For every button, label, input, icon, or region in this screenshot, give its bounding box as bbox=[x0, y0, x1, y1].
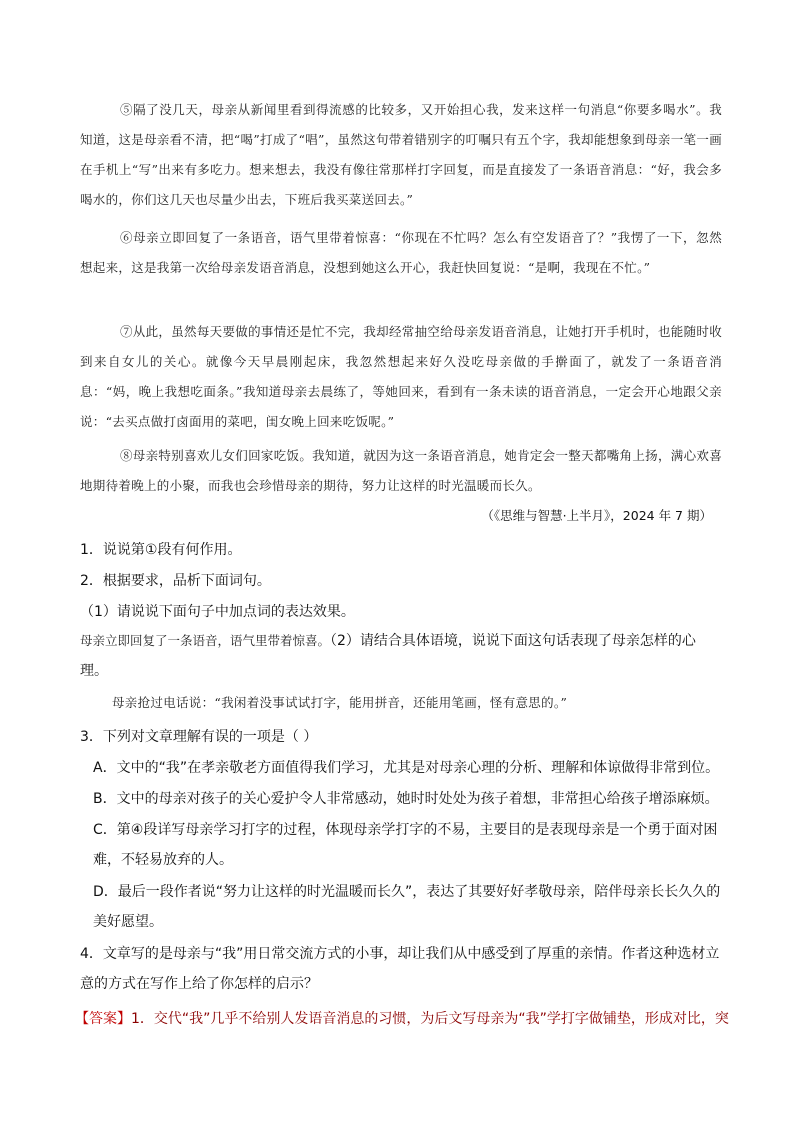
article-paragraph-7: ⑦从此，虽然每天要做的事情还是忙不完，我却经常抽空给母亲发语音消息，让她打开手机时，也能随时收到来自女儿的关心。就像今天早晨刚起床，我忽然想起来好久没吃母亲做的手擀面了，就发了一条语音消息：“妈，晚上我想吃面条。”我知道母亲去晨练了，等她回来，看到有一条未读的语音消息，一定会开心地跟父亲说：“去买点做打卤面用的菜吧，闺女晚上回来吃饭呢。” bbox=[80, 324, 722, 429]
article-source: （《思维与智慧·上半月》，2024 年 7 期） bbox=[481, 508, 712, 523]
question-3: 3．下列对文章理解有误的一项是（ ） bbox=[80, 729, 318, 745]
question-2-quote-block bbox=[80, 626, 722, 686]
question-2-1: （1）请说说下面句子中加点词的表达效果。 bbox=[80, 604, 355, 620]
answer-line bbox=[75, 1004, 735, 1034]
answer-tag: 【答案】 bbox=[75, 1011, 131, 1027]
article-paragraph-8: ⑧母亲特别喜欢儿女们回家吃饭。我知道，就因为这一条语音消息，她肯定会一整天都嘴角上扬，满心欢喜地期待着晚上的小聚，而我也会珍惜母亲的期待，努力让这样的时光温暖而长久。 bbox=[80, 448, 722, 493]
answer-text: 1．交代“我”几乎不给别人发语音消息的习惯，为后文写母亲为“我”学打字做铺垫，形成对比，突 bbox=[131, 1011, 729, 1027]
question-2-1-quote: 母亲立即回复了一条语音，语气里带着惊喜。 bbox=[80, 633, 331, 648]
question-4: 4．文章写的是母亲与“我”用日常交流方式的小事，却让我们从中感受到了厚重的亲情。作者这种选材立意的方式在写作上给了你怎样的启示？ bbox=[80, 946, 720, 992]
question-2-2: （2）请结合具体语境，说说下面这句话表现了母亲怎样的心理。 bbox=[80, 633, 696, 679]
question-3-option-c bbox=[93, 815, 723, 875]
question-2-2-quote: 母亲抢过电话说：“我闲着没事试试打字，能用拼音，还能用笔画，怪有意思的。” bbox=[112, 695, 568, 710]
article-paragraph-5: ⑤隔了没几天，母亲从新闻里看到得流感的比较多，又开始担心我，发来这样一句消息“你要多喝水”。我知道，这是母亲看不清，把“喝”打成了“唱”，虽然这句带着错别字的叮嘱只有五个字，我却能想象到母亲一笔一画在手机上“写”出来有多吃力。想来想去，我没有像往常那样打字回复，而是直接发了一条语音消息：“好，我会多喝水的，你们这几天也尽量少出去，下班后我买菜送回去。” bbox=[80, 102, 722, 207]
question-2: 2．根据要求，品析下面词句。 bbox=[80, 573, 271, 589]
question-3-option-d: D．最后一段作者说“努力让这样的时光温暖而长久”，表达了其要好好孝敬母亲，陪伴母亲长长久久的美好愿望。 bbox=[93, 884, 721, 930]
question-3-option-a: A．文中的“我”在孝亲敬老方面值得我们学习，尤其是对母亲心理的分析、理解和体谅做得非常到位。 bbox=[93, 760, 720, 776]
article-paragraph-6: ⑥母亲立即回复了一条语音，语气里带着惊喜：“你现在不忙吗？怎么有空发语音了？”我愣了一下，忽然想起来，这是我第一次给母亲发语音消息，没想到她这么开心，我赶快回复说：“是啊，我现在不忙。” bbox=[80, 230, 722, 275]
question-3-option-c-text: C．第④段详写母亲学习打字的过程，体现母亲学打字的不易，主要目的是表现母亲是一个勇于面对困难，不轻易放弃的人。 bbox=[93, 822, 718, 868]
question-3-option-b: B．文中的母亲对孩子的关心爱护令人非常感动，她时时处处为孩子着想，非常担心给孩子增添麻烦。 bbox=[93, 791, 719, 807]
question-1: 1．说说第①段有何作用。 bbox=[80, 542, 242, 558]
